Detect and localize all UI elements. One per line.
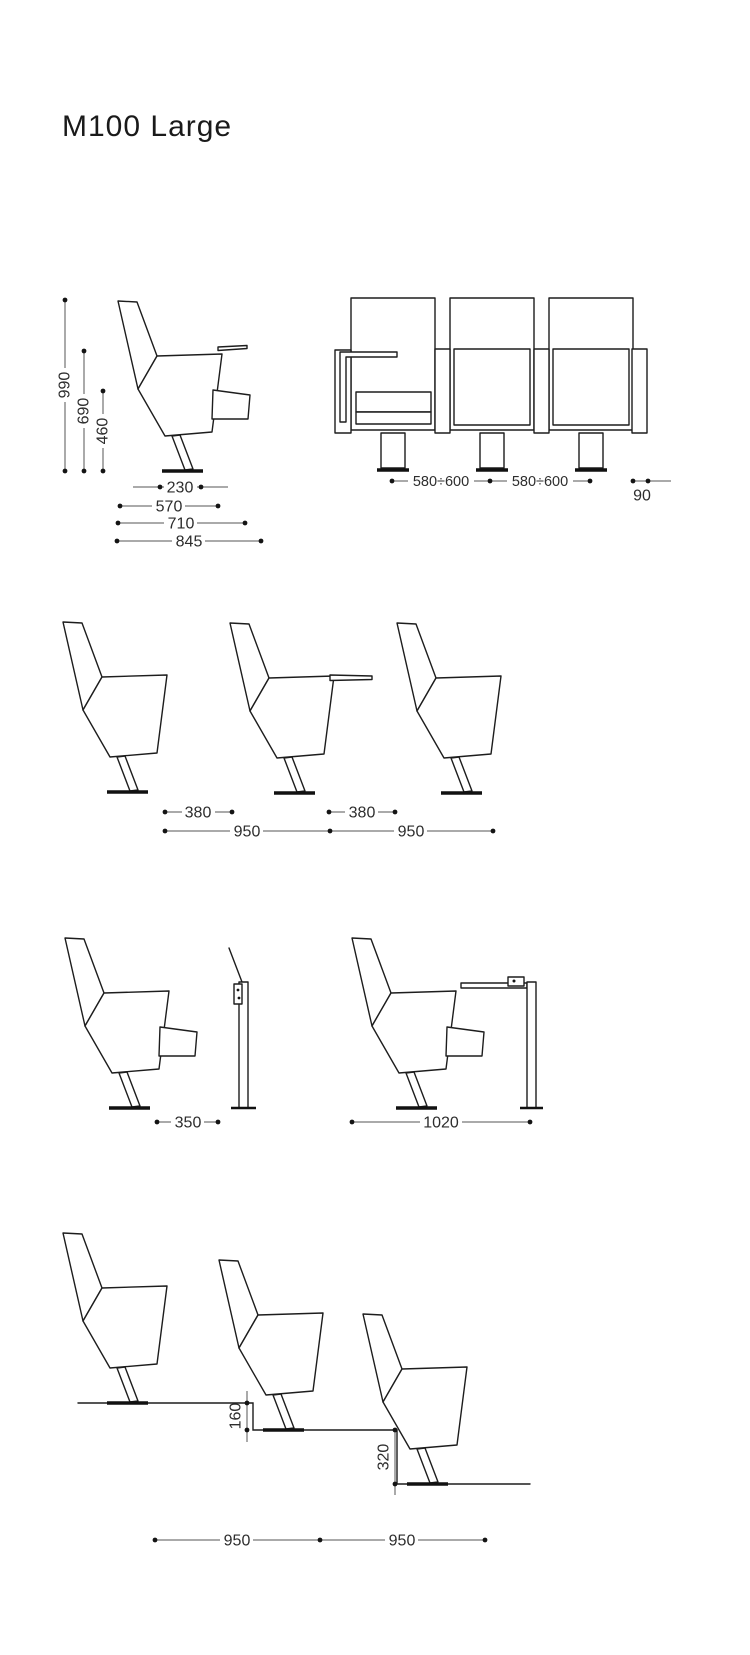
overall-side-view (56, 298, 263, 551)
dim-label-folded-clearance: 350 (174, 1114, 202, 1132)
armrest-panel (632, 349, 647, 433)
dim-label-end-panel-width: 90 (633, 487, 651, 505)
chair-side-view (63, 622, 167, 792)
dim-riser-1 (228, 1391, 250, 1442)
dim-folded-clearance (155, 1114, 221, 1132)
pedestal (480, 433, 504, 468)
folded-seat-cushion (356, 392, 431, 412)
dim-label-step-row-pitch-1: 950 (223, 1532, 251, 1550)
chair-side-view (118, 301, 222, 471)
stowed-tablet-arm (218, 346, 247, 351)
tablet-post-folded (229, 948, 256, 1108)
dim-label-seat-depth: 570 (155, 498, 183, 516)
dim-closed-depth (133, 479, 228, 497)
tipped-seat-front (454, 349, 530, 425)
dim-label-step-row-pitch-2: 950 (388, 1532, 416, 1550)
dim-seat-axes (390, 473, 593, 490)
dim-label-back-clearance-1: 380 (184, 804, 212, 822)
pedestal (381, 433, 405, 468)
row-spacing-view (63, 622, 501, 841)
chair-side-view (397, 623, 501, 793)
armrest (212, 390, 250, 419)
armrest (446, 1027, 484, 1056)
dim-seat-depth (118, 498, 221, 516)
chair-side-view (63, 1233, 167, 1403)
dim-label-row-pitch-2: 950 (397, 823, 425, 841)
chair-side-view (65, 938, 169, 1108)
chair-side-view (230, 623, 334, 793)
overall-front-view (335, 298, 671, 505)
step-installation-view (63, 1233, 530, 1550)
dim-backrest-height (75, 349, 93, 474)
dim-armrest-height (94, 389, 112, 474)
dim-max-depth (115, 533, 264, 551)
dim-row-pitch (163, 823, 496, 841)
armrest-panel (534, 349, 549, 433)
dim-total-height (56, 298, 74, 474)
armrest (159, 1027, 197, 1056)
dim-label-max-depth: 845 (175, 533, 203, 551)
dim-label-back-clearance-2: 380 (348, 804, 376, 822)
dim-riser-2 (376, 1428, 398, 1495)
dim-open-depth (116, 515, 248, 533)
armrest-panel (435, 349, 450, 433)
open-tablet-side (330, 675, 372, 681)
stepped-floor-line (78, 1403, 530, 1484)
dim-back-clearance-2 (327, 804, 398, 822)
dim-label-seat-axis-1: 580÷600 (412, 474, 470, 490)
dim-label-open-tablet-depth: 1020 (423, 1114, 459, 1132)
chair-side-view (352, 938, 456, 1108)
dim-open-tablet-depth (350, 1114, 533, 1132)
tablet-views (65, 938, 543, 1132)
dim-step-row-pitch (153, 1532, 488, 1550)
dim-label-row-pitch-1: 950 (233, 823, 261, 841)
dim-label-closed-depth: 230 (166, 479, 194, 497)
dim-label-riser-2: 320 (375, 1443, 393, 1471)
dim-label-total-height: 990 (56, 371, 74, 399)
folded-seat-edge (356, 412, 431, 424)
dim-end-panel-width (631, 479, 671, 505)
dim-back-clearance-1 (163, 804, 235, 822)
dim-label-armrest-height: 460 (94, 417, 112, 445)
page-title: M100 Large (62, 110, 233, 143)
pedestal (579, 433, 603, 468)
dim-label-backrest-height: 690 (75, 397, 93, 425)
dim-label-riser-1: 160 (227, 1402, 245, 1430)
tipped-seat-front (553, 349, 629, 425)
dim-label-seat-axis-2: 580÷600 (511, 474, 569, 490)
dim-label-open-depth: 710 (167, 515, 195, 533)
